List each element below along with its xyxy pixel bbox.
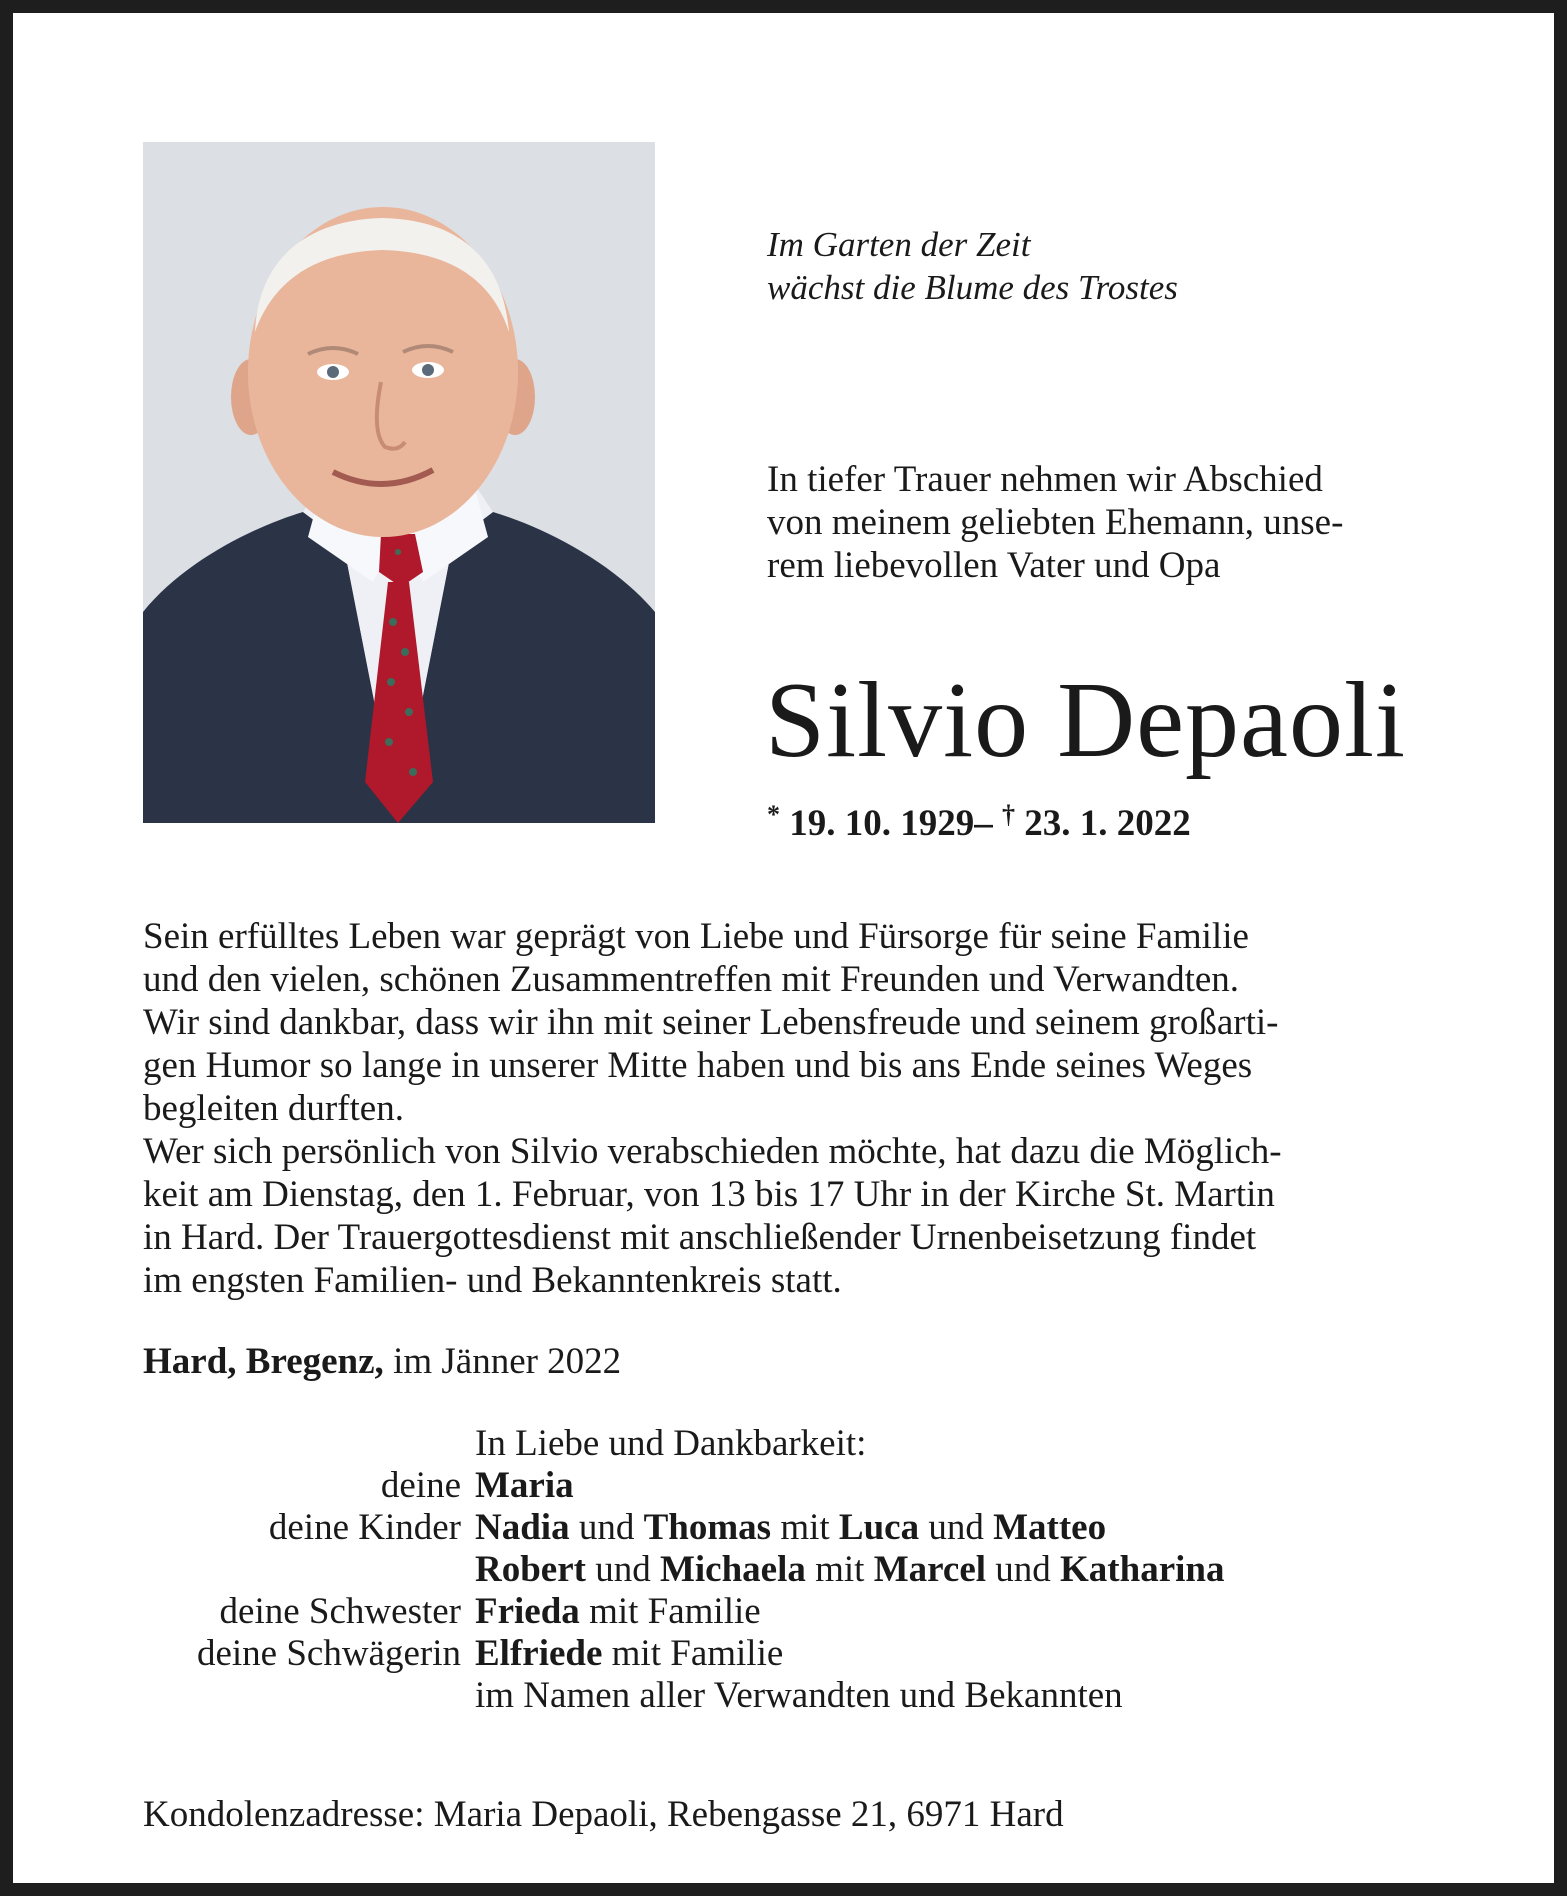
signers-heading: In Liebe und Dankbarkeit: xyxy=(475,1423,867,1464)
place-name: Hard, Bregenz, xyxy=(143,1341,384,1382)
signer-names xyxy=(475,1465,574,1507)
signer-name: Maria xyxy=(475,1465,574,1506)
intro-line: In tiefer Trauer nehmen wir Abschied xyxy=(767,459,1323,500)
signer-connector: im Namen aller Verwandten und Bekannten xyxy=(475,1675,1123,1716)
signer-connector: und xyxy=(919,1507,994,1548)
intro-line: rem liebevollen Vater und Opa xyxy=(767,545,1221,586)
signer-name: Marcel xyxy=(873,1549,987,1590)
signer-names xyxy=(475,1549,1225,1591)
signer-row xyxy=(143,1675,1225,1717)
birth-date: 19. 10. 1929 xyxy=(789,803,975,844)
signer-name: Elfriede xyxy=(475,1633,603,1674)
signer-names xyxy=(475,1591,761,1633)
death-date: 23. 1. 2022 xyxy=(1024,803,1191,844)
signer-connector: und xyxy=(986,1549,1061,1590)
signer-row xyxy=(143,1507,1225,1549)
date-dash: – xyxy=(974,803,993,844)
intro-text xyxy=(767,458,1343,587)
signers-block xyxy=(143,1423,1225,1717)
body-line: gen Humor so lange in unserer Mitte haben und bis ans Ende seines Weges xyxy=(143,1045,1253,1086)
signers-heading-row xyxy=(143,1423,1225,1465)
body-line: keit am Dienstag, den 1. Februar, von 13 bis 17 Uhr in der Kirche St. Martin xyxy=(143,1174,1275,1215)
place-date xyxy=(143,1340,621,1383)
signer-relation xyxy=(143,1549,475,1591)
signer-name: Luca xyxy=(838,1507,920,1548)
signer-name: Robert xyxy=(475,1549,586,1590)
obituary-body xyxy=(143,915,1453,1302)
signer-row xyxy=(143,1591,1225,1633)
signer-relation: deine xyxy=(380,1465,461,1506)
signer-connector: mit xyxy=(805,1549,874,1590)
deceased-name: Silvio Depaoli xyxy=(765,661,1406,780)
body-line: Sein erfülltes Leben war geprägt von Liebe und Fürsorge für seine Familie xyxy=(143,916,1249,957)
signer-name: Matteo xyxy=(993,1507,1107,1548)
body-line: begleiten durften. xyxy=(143,1088,404,1129)
signer-names xyxy=(475,1633,783,1675)
portrait-photo xyxy=(143,142,655,823)
signer-relation: deine Schwägerin xyxy=(196,1633,461,1674)
signer-row xyxy=(143,1465,1225,1507)
signer-name: Frieda xyxy=(475,1591,580,1632)
signer-relation xyxy=(143,1675,475,1717)
signer-names xyxy=(475,1507,1106,1549)
signer-connector: mit Familie xyxy=(602,1633,784,1674)
signer-name: Thomas xyxy=(643,1507,772,1548)
signer-connector: und xyxy=(569,1507,644,1548)
signer-connector: mit Familie xyxy=(579,1591,761,1632)
body-line: im engsten Familien- und Bekanntenkreis statt. xyxy=(143,1260,842,1301)
signer-name: Michaela xyxy=(659,1549,806,1590)
signer-connector: mit xyxy=(771,1507,839,1548)
body-line: Wir sind dankbar, dass wir ihn mit seiner Lebensfreude und seinem großarti- xyxy=(143,1002,1279,1043)
portrait-illustration xyxy=(143,142,655,823)
motto-quote xyxy=(767,223,1178,309)
death-symbol: † xyxy=(1002,800,1015,829)
signer-names xyxy=(475,1675,1123,1717)
signer-relation: deine Kinder xyxy=(268,1507,461,1548)
signer-relation: deine Schwester xyxy=(219,1591,461,1632)
condolence-address: Kondolenzadresse: Maria Depaoli, Rebengasse 21, 6971 Hard xyxy=(143,1794,1064,1835)
place-month: im Jänner 2022 xyxy=(383,1341,622,1382)
body-line: Wer sich persönlich von Silvio verabschieden möchte, hat dazu die Möglich- xyxy=(143,1131,1282,1172)
signer-name: Nadia xyxy=(475,1507,570,1548)
intro-line: von meinem geliebten Ehemann, unse- xyxy=(767,502,1344,543)
signer-name: Katharina xyxy=(1060,1549,1225,1590)
signer-connector: und xyxy=(585,1549,660,1590)
signer-row xyxy=(143,1633,1225,1675)
life-dates xyxy=(767,793,1191,846)
body-line: und den vielen, schönen Zusammentreffen mit Freunden und Verwandten. xyxy=(143,959,1240,1000)
body-line: in Hard. Der Trauergottesdienst mit anschließender Urnenbeisetzung findet xyxy=(143,1217,1257,1258)
signer-row xyxy=(143,1549,1225,1591)
birth-symbol: * xyxy=(767,800,780,829)
motto-line: Im Garten der Zeit xyxy=(767,225,1031,264)
motto-line: wächst die Blume des Trostes xyxy=(767,268,1178,307)
